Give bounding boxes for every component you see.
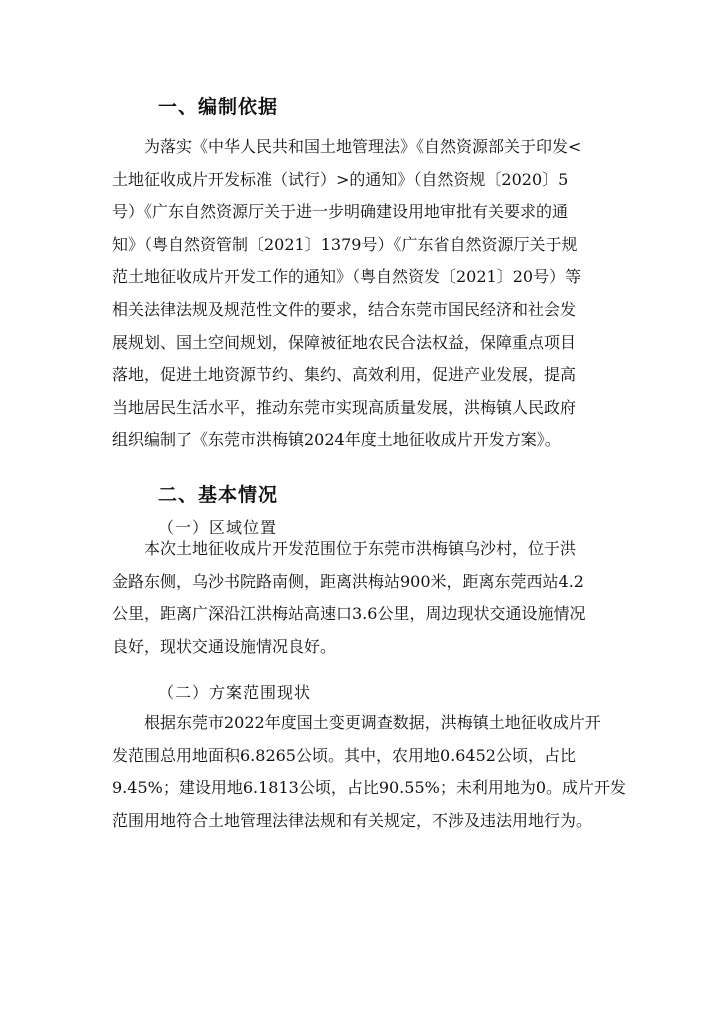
- text-line: 良好，现状交通设施情况良好。: [112, 636, 337, 656]
- text-line: 组织编制了《东莞市洪梅镇2024年度土地征收成片开发方案》。: [112, 430, 561, 450]
- text-line: 相关法律法规及规范性文件的要求，结合东莞市国民经济和社会发: [112, 299, 577, 319]
- text-line: 知》（粤自然资管制〔2021〕1379号）《广东省自然资源厅关于规: [112, 234, 578, 254]
- text-line: 9.45%；建设用地6.1813公顷，占比90.55%；未利用地为0。成片开发: [112, 778, 627, 798]
- text-line: 范围用地符合土地管理法律法规和有关规定，不涉及违法用地行为。: [112, 810, 593, 830]
- status-paragraph: [112, 707, 627, 837]
- text-line: 金路东侧，乌沙书院路南侧，距离洪梅站900米，距离东莞西站4.2: [112, 571, 584, 591]
- basis-paragraph: [112, 131, 612, 457]
- text-line: 号）《广东自然资源厅关于进一步明确建设用地审批有关要求的通: [112, 202, 569, 222]
- text-line: 当地居民生活水平，推动东莞市实现高质量发展，洪梅镇人民政府: [112, 397, 577, 417]
- text-line: 发范围总用地面积6.8265公顷。其中，农用地0.6452公顷，占比: [112, 745, 576, 765]
- text-line: 展规划、国土空间规划，保障被征地农民合法权益，保障重点项目: [112, 332, 577, 352]
- subsection-title-location: （一）区域位置: [158, 518, 278, 537]
- text-line: 落地，促进土地资源节约、集约、高效利用，促进产业发展，提高: [112, 365, 577, 385]
- section-heading-basic-situation: 二、基本情况: [158, 484, 279, 506]
- text-line: 为落实《中华人民共和国土地管理法》《自然资源部关于印发<: [144, 137, 582, 156]
- text-line: 土地征收成片开发标准（试行）>的通知》（自然资规〔2020〕5: [112, 169, 569, 189]
- text-line: 根据东莞市2022年度国土变更调查数据，洪梅镇土地征收成片开: [144, 713, 601, 732]
- location-paragraph: [112, 533, 612, 663]
- subsection-title-status: （二）方案范围现状: [158, 683, 312, 702]
- section-heading-basis: 一、编制依据: [158, 96, 279, 118]
- text-line: 本次土地征收成片开发范围位于东莞市洪梅镇乌沙村，位于洪: [144, 539, 577, 558]
- text-line: 公里，距离广深沿江洪梅站高速口3.6公里，周边现状交通设施情况: [112, 604, 586, 624]
- text-line: 范土地征收成片开发工作的通知》（粤自然资发〔2021〕20号）等: [112, 267, 582, 287]
